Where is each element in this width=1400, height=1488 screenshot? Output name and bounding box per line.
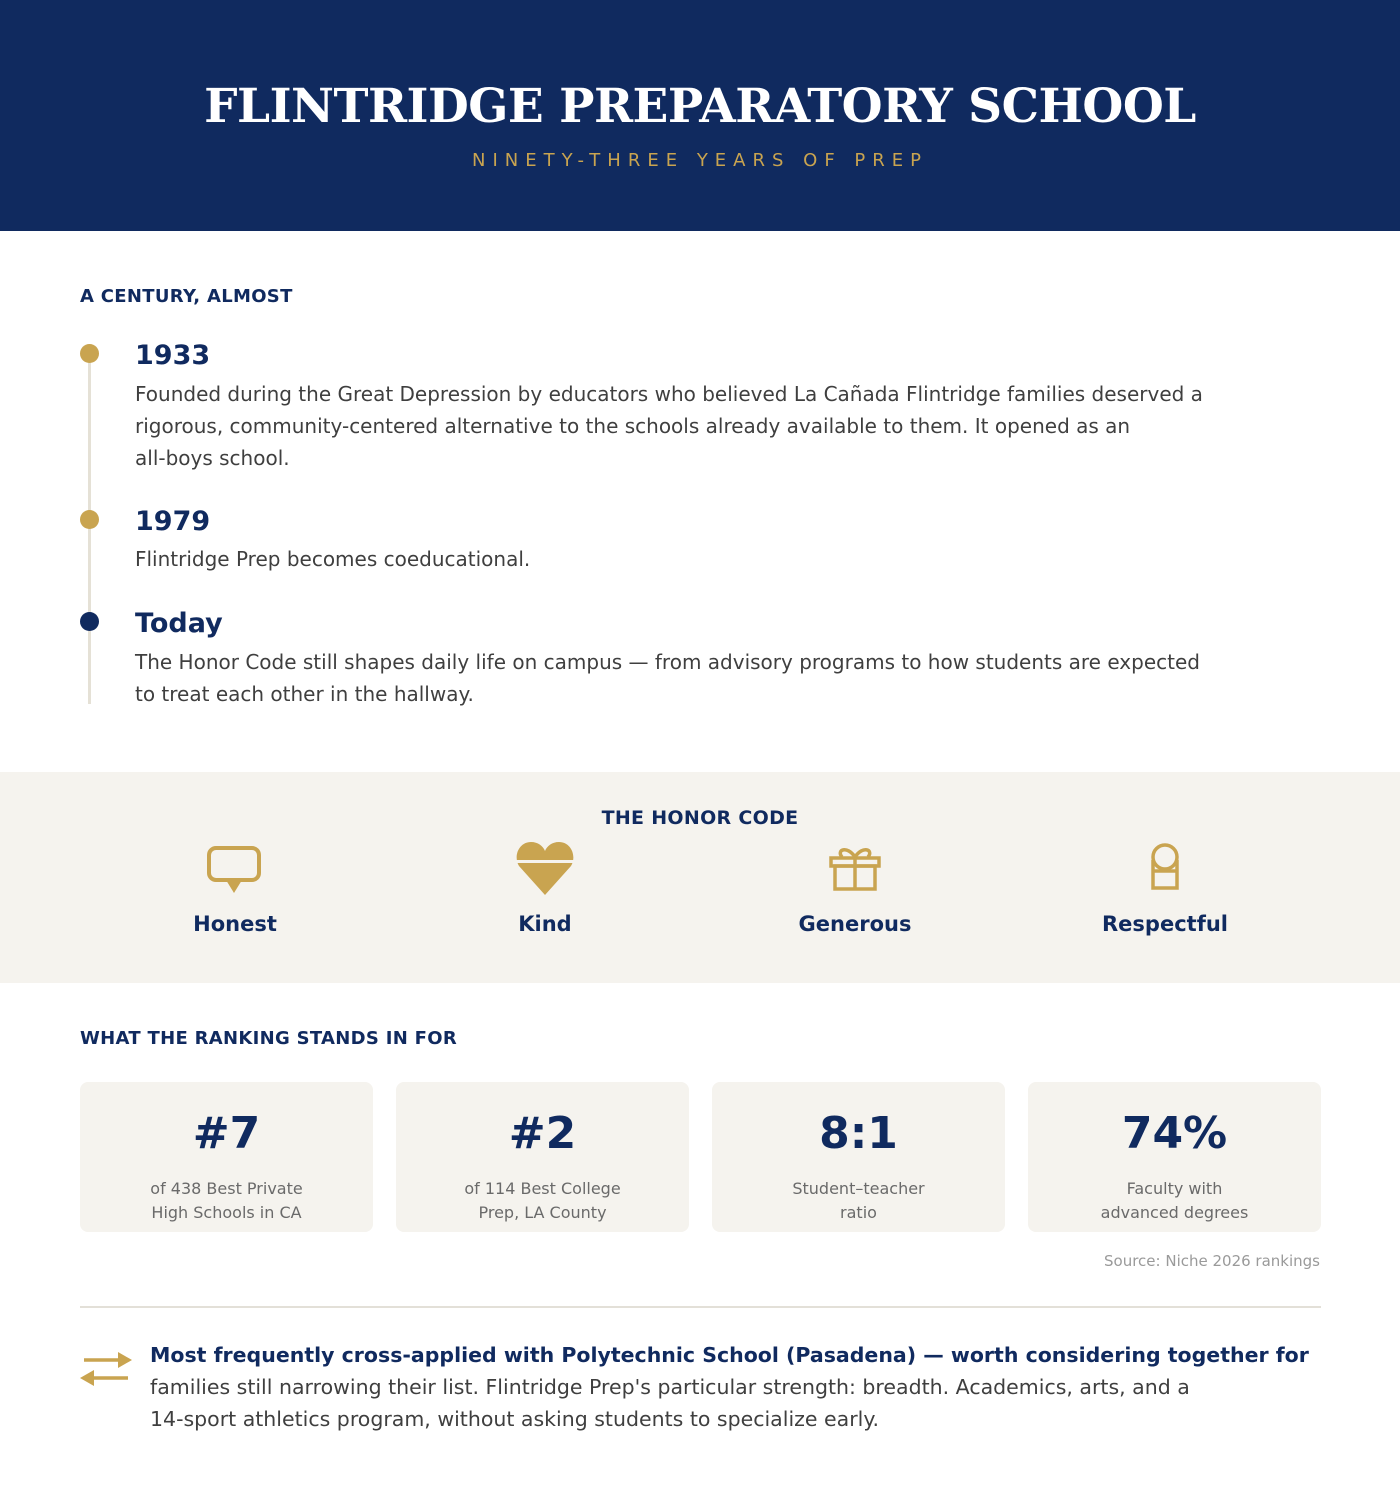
ranking-source: Source: Niche 2026 rankings (1104, 1252, 1320, 1270)
virtue-label: Generous (798, 912, 912, 936)
virtue-honest (85, 840, 385, 936)
swap-arrows-icon (78, 1350, 134, 1388)
person-icon (1135, 840, 1195, 902)
stat-value: #2 (508, 1108, 577, 1159)
stat-value: 8:1 (819, 1108, 898, 1159)
timeline-text: Flintridge Prep becomes coeducational. (135, 547, 531, 571)
stat-card (396, 1082, 689, 1232)
heart-icon (515, 840, 575, 902)
stat-caption: of 114 Best College Prep, LA County (464, 1179, 621, 1222)
timeline-text: Founded during the Great Depression by educators who believed La Cañada Flintridge families deserved a rigorous, community-centered alternative to the schools already available to them. It opened as an all-boys school. (135, 382, 1203, 470)
stat-value: 74% (1121, 1108, 1228, 1159)
header-tagline: NINETY-THREE YEARS OF PREP (472, 150, 928, 171)
honor-code-section (0, 772, 1400, 983)
timeline-rail (88, 354, 91, 704)
stat-caption: Student–teacher ratio (792, 1179, 925, 1222)
virtue-label: Respectful (1102, 912, 1228, 936)
virtue-label: Honest (193, 912, 277, 936)
timeline-dot (80, 510, 99, 529)
school-title: FLINTRIDGE PREPARATORY SCHOOL (204, 79, 1196, 134)
timeline-year: 1979 (135, 506, 211, 537)
stat-value: #7 (192, 1108, 261, 1159)
timeline-dot-current (80, 612, 99, 631)
stat-caption: of 438 Best Private High Schools in CA (150, 1179, 303, 1222)
timeline-year: 1933 (135, 340, 211, 371)
stat-card (1028, 1082, 1321, 1232)
virtue-respectful (1015, 840, 1315, 936)
virtue-kind (395, 840, 695, 936)
gift-icon (825, 840, 885, 902)
cross-apply-note: Most frequently cross-applied with Polytechnic School (Pasadena) — worth considering together for families still narrowing their list. Flintridge Prep's particular strength: breadth. Academics, arts, and a 14-sport athletics program, without asking students to specialize early. (150, 1339, 1400, 1435)
ranking-heading: WHAT THE RANKING STANDS IN FOR (80, 1028, 458, 1049)
timeline-year: Today (135, 608, 223, 639)
stat-card (712, 1082, 1005, 1232)
speech-bubble-icon (205, 840, 265, 902)
honor-code-heading: THE HONOR CODE (601, 807, 799, 829)
timeline-text: The Honor Code still shapes daily life on campus — from advisory programs to how students are expected to treat each other in the hallway. (135, 650, 1200, 706)
header-banner (0, 0, 1400, 231)
divider (80, 1306, 1321, 1308)
virtue-label: Kind (518, 912, 572, 936)
timeline-dot (80, 344, 99, 363)
stat-caption: Faculty with advanced degrees (1100, 1179, 1249, 1222)
stat-card (80, 1082, 373, 1232)
cross-apply-lead: Most frequently cross-applied with Polytechnic School (Pasadena) — worth considering together for (150, 1343, 1309, 1367)
history-heading: A CENTURY, ALMOST (80, 286, 293, 307)
virtue-generous (705, 840, 1005, 936)
